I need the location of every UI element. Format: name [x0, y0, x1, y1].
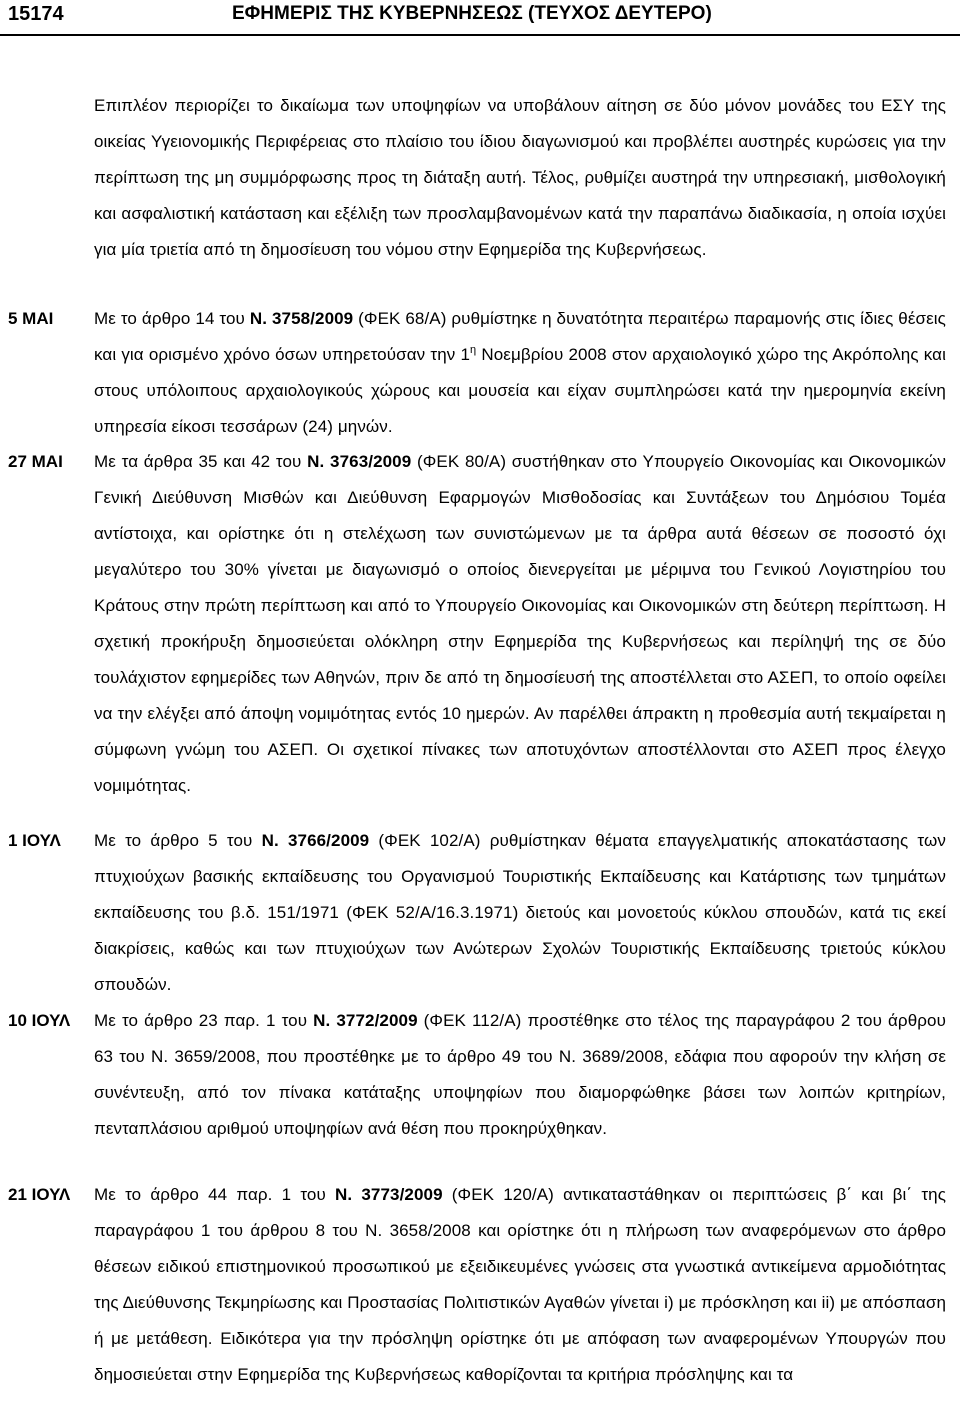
ordinal-superscript: η: [470, 344, 477, 356]
entry-5-mai: [0, 301, 960, 445]
entry-10-ioul: [0, 1003, 960, 1147]
text-run: (ΦΕΚ 80/Α) συστήθηκαν στο Υπουργείο Οικονομίας και Οικονομικών Γενική Διεύθυνση Μισθών και Διεύθυνση Εφαρμογών Μισθοδοσίας και Συντάξεων του Δημόσιου Τομέα αντίστοιχα, και ορίστηκε ότι η στελέχωση των συνιστώμενων με τα άρθρα αυτά θέσεων σε ποσοστό όχι μεγαλύτερο του 30% γίνεται με διαγωνισμό ο οποίος διενεργείται με μέριμνα του Γενικού Λογιστηρίου του Κράτους στην πρώτη περίπτωση και από το Υπουργείο Οικονομίας και Οικονομικών στη δεύτερη περίπτωση. Η σχετική προκήρυξη δημοσιεύεται ολόκληρη στην Εφημερίδα της Κυβερνήσεως και περίληψή της σε δύο τουλάχιστον εφημερίδες των Αθηνών, πριν δε από τη δημοσίευσή της αποστέλλεται στο ΑΣΕΠ, το οποίο οφείλει να την ελέγξει από άποψη νομιμότητας εντός 10 ημερών. Αν παρέλθει άπρακτη η προθεσμία αυτή τεκμαίρεται η σύμφωνη γνώμη του ΑΣΕΠ. Οι σχετικοί πίνακες των αποτυχόντων αποστέλλονται στο ΑΣΕΠ προς έλεγχο νομιμότητας.: [94, 452, 946, 795]
text-run: Με το άρθρο 14 του: [94, 309, 250, 328]
entry-1-ioul: [0, 823, 960, 1003]
entry-date: 10 ΙΟΥΛ: [8, 1011, 71, 1030]
text-run: (ΦΕΚ 120/Α) αντικαταστάθηκαν οι περιπτώσεις β΄ και βι΄ της παραγράφου 1 του άρθρου 8 του Ν. 3658/2008 και ορίστηκε ότι η πλήρωση των αναφερόμενων στο άρθρο θέσεων ειδικού επιστημονικού προσωπικού με εξειδικευμένες γνώσεις στα γνωστικά αντικείμενα αρμοδιότητας της Διεύθυνσης Τεκμηρίωσης και Προστασίας Πολιτιστικών Αγαθών γίνεται i) με πρόσκληση και ii) με απόσπαση ή με μετάθεση. Ειδικότερα για την πρόσληψη ορίστηκε ότι με απόφαση των αναφερομένων Υπουργών που δημοσιεύεται στην Εφημερίδα της Κυβερνήσεως καθορίζονται τα κριτήρια πρόσληψης και τα: [94, 1185, 946, 1384]
text-run: Με το άρθρο 5 του: [94, 831, 262, 850]
law-reference: Ν. 3766/2009: [261, 831, 370, 850]
text-run: (ΦΕΚ 112/Α) προστέθηκε στο τέλος της παραγράφου 2 του άρθρου 63 του Ν. 3659/2008, που προστέθηκε με το άρθρο 49 του Ν. 3689/2008, εδάφια που αφορούν την κλήση σε συνέντευξη, από τον πίνακα κατάταξης υποψηφίων που διαμορφώθηκε βάσει των λοιπών κριτηρίων, πενταπλάσιου αριθμού υποψηφίων ανά θέση που προκηρύχθηκαν.: [94, 1011, 946, 1138]
paragraph-text: [94, 1003, 946, 1147]
text-run: (ΦΕΚ 102/Α) ρυθμίστηκαν θέματα επαγγελματικής αποκατάστασης των πτυχιούχων βασικής εκπαίδευσης του Οργανισμού Τουριστικής Εκπαίδευσης και Κατάρτισης των τμημάτων εκπαίδευσης του β.δ. 151/1971 (ΦΕΚ 52/Α/16.3.1971) διετούς και μονοετούς κύκλου σπουδών, κατά τις εκεί διακρίσεις, καθώς και των πτυχιούχων των Ανώτερων Σχολών Τουριστικής Εκπαίδευσης τριετούς κύκλου σπουδών.: [94, 831, 946, 994]
entry-date: 21 ΙΟΥΛ: [8, 1185, 71, 1204]
law-reference: Ν. 3758/2009: [249, 309, 354, 328]
entry-date: 1 ΙΟΥΛ: [8, 831, 61, 850]
paragraph-text: [94, 444, 946, 804]
paragraph-text: [94, 88, 946, 268]
text-run: Με το άρθρο 23 παρ. 1 του: [94, 1011, 314, 1030]
text-run: Νοεμβρίου 2008 στον αρχαιολογικό χώρο της Ακρόπολης και στους υπόλοιπους αρχαιολογικούς χώρους και μουσεία και είχαν συμπληρώσει κατά την ημερομηνία εκείνη υπηρεσία είκοσι τεσσάρων (24) μηνών.: [94, 345, 946, 436]
paragraph-text: [94, 301, 946, 445]
law-reference: Ν. 3763/2009: [307, 452, 412, 471]
paragraph-text: [94, 823, 946, 1003]
paragraph-text: [94, 1177, 946, 1393]
entry-date: 27 ΜΑΙ: [8, 452, 63, 471]
intro-paragraph: [0, 88, 960, 268]
page-number: 15174: [8, 3, 64, 25]
text-run: Επιπλέον περιορίζει το δικαίωμα των υποψηφίων να υποβάλουν αίτηση σε δύο μόνον μονάδες του ΕΣΥ της οικείας Υγειονομικής Περιφέρειας στο πλαίσιο του ίδιου διαγωνισμού και προβλέπει αυστηρές κυρώσεις για την περίπτωση της μη συμμόρφωσης προς τη διάταξη αυτή. Τέλος, ρυθμίζει αυστηρά την υπηρεσιακή, μισθολογική και ασφαλιστική κατάσταση και εξέλιξη των προσλαμβανομένων κατά την παραπάνω διαδικασία, η οποία ισχύει για μία τριετία από τη δημοσίευση του νόμου στην Εφημερίδα της Κυβερνήσεως.: [94, 96, 946, 259]
page-header: [0, 0, 960, 36]
entry-21-ioul: [0, 1177, 960, 1393]
entry-date: 5 ΜΑΙ: [8, 309, 54, 328]
entry-27-mai: [0, 444, 960, 804]
text-run: Με το άρθρο 44 παρ. 1 του: [94, 1185, 336, 1204]
gazette-title: ΕΦΗΜΕΡΙΣ ΤΗΣ ΚΥΒΕΡΝΗΣΕΩΣ (ΤΕΥΧΟΣ ΔΕΥΤΕΡΟ): [232, 3, 712, 24]
text-run: Με τα άρθρα 35 και 42 του: [94, 452, 308, 471]
law-reference: Ν. 3773/2009: [335, 1185, 443, 1204]
text-run: (ΦΕΚ 68/Α) ρυθμίστηκε η δυνατότητα περαιτέρω παραμονής στις ίδιες θέσεις και για ορισμένο χρόνο όσων υπηρετούσαν την 1: [94, 309, 946, 364]
law-reference: Ν. 3772/2009: [313, 1011, 418, 1030]
